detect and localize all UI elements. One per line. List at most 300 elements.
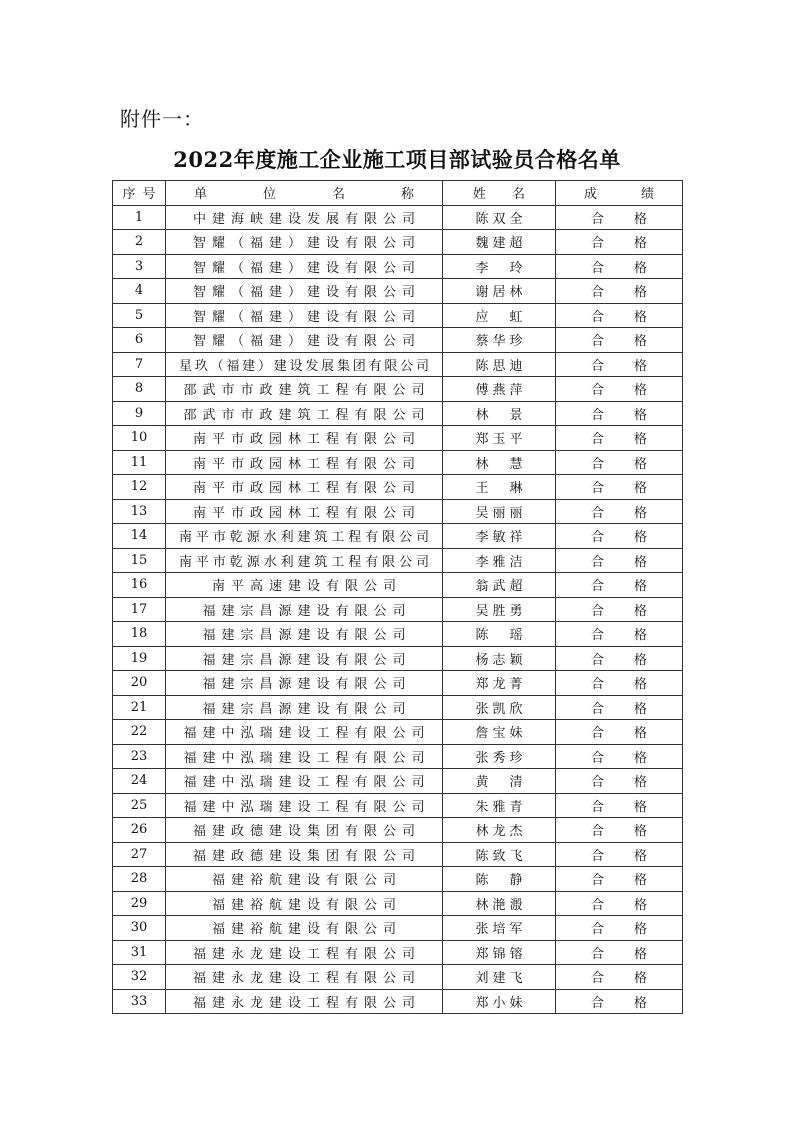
company-cell-text: 智耀（福建）建设有限公司 bbox=[192, 236, 421, 252]
table-row bbox=[113, 818, 683, 843]
serial-number-cell bbox=[113, 793, 166, 818]
serial-number-cell bbox=[113, 989, 166, 1014]
company-cell-text: 福建永龙建设工程有限公司 bbox=[192, 946, 421, 962]
company-cell-text: 福建裕航建设有限公司 bbox=[211, 897, 402, 913]
result-cell-text: 合格 bbox=[590, 652, 677, 668]
serial-number-cell bbox=[113, 279, 166, 304]
company-cell-text: 福建宗昌源建设有限公司 bbox=[202, 701, 412, 717]
header-char: 姓 bbox=[473, 187, 487, 203]
company-cell-text: 福建中泓瑞建设工程有限公司 bbox=[183, 775, 431, 791]
company-cell-text: 智耀（福建）建设有限公司 bbox=[192, 285, 421, 301]
result-cell-text: 合格 bbox=[590, 897, 677, 913]
serial-number-cell-text: 31 bbox=[130, 944, 148, 960]
result-cell bbox=[556, 230, 683, 255]
person-name-cell-text: 翁武超 bbox=[475, 579, 527, 595]
company-cell bbox=[166, 499, 443, 524]
serial-number-cell bbox=[113, 377, 166, 402]
company-cell bbox=[166, 352, 443, 377]
person-name-cell bbox=[443, 597, 556, 622]
header-result bbox=[556, 181, 683, 206]
company-cell bbox=[166, 989, 443, 1014]
result-cell-text: 合格 bbox=[590, 236, 677, 252]
attachment-label: 附件一： bbox=[120, 107, 204, 131]
result-cell-text: 合格 bbox=[590, 579, 677, 595]
header-char: 绩 bbox=[640, 187, 654, 203]
company-cell-text: 中建海峡建设发展有限公司 bbox=[192, 211, 421, 227]
table-body bbox=[113, 205, 683, 1014]
table-row bbox=[113, 646, 683, 671]
table-row bbox=[113, 695, 683, 720]
serial-number-cell-text: 18 bbox=[130, 626, 148, 642]
result-cell-text: 合格 bbox=[590, 383, 677, 399]
result-cell bbox=[556, 573, 683, 598]
company-cell bbox=[166, 793, 443, 818]
result-cell bbox=[556, 548, 683, 573]
result-cell-text: 合格 bbox=[590, 603, 677, 619]
serial-number-cell-text: 14 bbox=[130, 528, 148, 544]
result-cell bbox=[556, 352, 683, 377]
person-name-cell bbox=[443, 818, 556, 843]
table-row bbox=[113, 622, 683, 647]
result-cell bbox=[556, 499, 683, 524]
serial-number-cell bbox=[113, 965, 166, 990]
company-cell bbox=[166, 867, 443, 892]
person-name-cell bbox=[443, 916, 556, 941]
table-row bbox=[113, 426, 683, 451]
table-row bbox=[113, 720, 683, 745]
person-name-cell bbox=[443, 352, 556, 377]
table-row bbox=[113, 205, 683, 230]
result-cell-text: 合格 bbox=[590, 211, 677, 227]
serial-number-cell-text: 28 bbox=[130, 871, 148, 887]
company-cell bbox=[166, 744, 443, 769]
result-cell bbox=[556, 965, 683, 990]
company-cell bbox=[166, 769, 443, 794]
serial-number-cell-text: 30 bbox=[130, 920, 148, 936]
company-cell-text: 福建宗昌源建设有限公司 bbox=[202, 628, 412, 644]
table-row bbox=[113, 377, 683, 402]
document-title: 2022年度施工企业施工项目部试验员合格名单 bbox=[173, 147, 621, 172]
result-cell bbox=[556, 916, 683, 941]
company-cell bbox=[166, 230, 443, 255]
person-name-cell bbox=[443, 230, 556, 255]
serial-number-cell-text: 23 bbox=[130, 748, 148, 764]
person-name-cell-text: 陈思迪 bbox=[475, 358, 527, 374]
table-row bbox=[113, 230, 683, 255]
person-name-cell bbox=[443, 254, 556, 279]
company-cell-text: 福建宗昌源建设有限公司 bbox=[202, 603, 412, 619]
company-cell bbox=[166, 965, 443, 990]
company-cell-text: 南平市政园林工程有限公司 bbox=[192, 505, 421, 521]
header-person-name bbox=[443, 181, 556, 206]
company-cell bbox=[166, 671, 443, 696]
result-cell bbox=[556, 597, 683, 622]
person-name-cell-text: 林龙杰 bbox=[475, 824, 527, 840]
serial-number-cell-text: 27 bbox=[130, 846, 148, 862]
company-cell bbox=[166, 891, 443, 916]
company-cell bbox=[166, 597, 443, 622]
company-cell bbox=[166, 426, 443, 451]
table-row bbox=[113, 940, 683, 965]
result-cell bbox=[556, 622, 683, 647]
serial-number-cell-text: 6 bbox=[134, 332, 144, 348]
table-row bbox=[113, 524, 683, 549]
serial-number-cell-text: 5 bbox=[134, 307, 144, 323]
serial-number-cell bbox=[113, 548, 166, 573]
header-char: 名 bbox=[511, 187, 525, 203]
header-company bbox=[166, 181, 443, 206]
table-row bbox=[113, 769, 683, 794]
serial-number-cell-text: 26 bbox=[130, 822, 148, 838]
serial-number-cell-text: 8 bbox=[134, 381, 144, 397]
person-name-cell-text: 林 慧 bbox=[475, 456, 527, 472]
serial-number-cell-text: 17 bbox=[130, 601, 148, 617]
company-cell-text: 智耀（福建）建设有限公司 bbox=[192, 309, 421, 325]
serial-number-cell-text: 15 bbox=[130, 552, 148, 568]
serial-number-cell-text: 32 bbox=[130, 969, 148, 985]
serial-number-cell bbox=[113, 867, 166, 892]
serial-number-cell-text: 3 bbox=[134, 258, 144, 274]
person-name-cell bbox=[443, 671, 556, 696]
company-cell bbox=[166, 573, 443, 598]
serial-number-cell bbox=[113, 622, 166, 647]
company-cell-text: 福建宗昌源建设有限公司 bbox=[202, 677, 412, 693]
result-cell bbox=[556, 524, 683, 549]
person-name-cell bbox=[443, 279, 556, 304]
result-cell-text: 合格 bbox=[590, 971, 677, 987]
serial-number-cell-text: 29 bbox=[130, 895, 148, 911]
result-cell-text: 合格 bbox=[590, 995, 677, 1011]
company-cell-text: 福建中泓瑞建设工程有限公司 bbox=[183, 799, 431, 815]
serial-number-cell bbox=[113, 646, 166, 671]
company-cell-text: 星玖（福建）建设发展集团有限公司 bbox=[178, 358, 432, 374]
header-char: 序 bbox=[122, 187, 136, 203]
company-cell bbox=[166, 524, 443, 549]
company-cell bbox=[166, 377, 443, 402]
person-name-cell-text: 吴胜勇 bbox=[475, 603, 527, 619]
serial-number-cell-text: 20 bbox=[130, 675, 148, 691]
serial-number-cell bbox=[113, 744, 166, 769]
person-name-cell bbox=[443, 450, 556, 475]
result-cell-text: 合格 bbox=[590, 334, 677, 350]
result-cell-text: 合格 bbox=[590, 432, 677, 448]
header-char: 位 bbox=[262, 187, 276, 203]
person-name-cell-text: 朱雅青 bbox=[475, 799, 527, 815]
company-cell-text: 南平市政园林工程有限公司 bbox=[192, 456, 421, 472]
serial-number-cell bbox=[113, 254, 166, 279]
result-cell bbox=[556, 818, 683, 843]
person-name-cell bbox=[443, 842, 556, 867]
table-row bbox=[113, 352, 683, 377]
result-cell bbox=[556, 671, 683, 696]
table-row bbox=[113, 916, 683, 941]
person-name-cell-text: 黄 清 bbox=[475, 775, 527, 791]
serial-number-cell-text: 13 bbox=[130, 503, 148, 519]
table-row bbox=[113, 279, 683, 304]
serial-number-cell bbox=[113, 597, 166, 622]
serial-number-cell-text: 10 bbox=[130, 430, 148, 446]
table-row bbox=[113, 401, 683, 426]
serial-number-cell-text: 9 bbox=[134, 405, 144, 421]
person-name-cell-text: 陈双全 bbox=[475, 211, 527, 227]
table-row bbox=[113, 867, 683, 892]
header-char: 称 bbox=[400, 187, 414, 203]
result-cell bbox=[556, 303, 683, 328]
company-cell bbox=[166, 279, 443, 304]
table-row bbox=[113, 573, 683, 598]
person-name-cell bbox=[443, 401, 556, 426]
person-name-cell-text: 张凯欣 bbox=[475, 701, 527, 717]
person-name-cell-text: 詹宝妹 bbox=[475, 726, 527, 742]
table-row bbox=[113, 793, 683, 818]
result-cell bbox=[556, 793, 683, 818]
serial-number-cell bbox=[113, 475, 166, 500]
person-name-cell-text: 林 景 bbox=[475, 407, 527, 423]
serial-number-cell-text: 25 bbox=[130, 797, 148, 813]
result-cell-text: 合格 bbox=[590, 530, 677, 546]
person-name-cell bbox=[443, 205, 556, 230]
person-name-cell-text: 傅燕萍 bbox=[475, 383, 527, 399]
person-name-cell-text: 王 琳 bbox=[475, 481, 527, 497]
result-cell bbox=[556, 891, 683, 916]
person-name-cell-text: 李雅洁 bbox=[475, 554, 527, 570]
company-cell-text: 南平市政园林工程有限公司 bbox=[192, 432, 421, 448]
person-name-cell-text: 陈致飞 bbox=[475, 848, 527, 864]
result-cell bbox=[556, 279, 683, 304]
result-cell bbox=[556, 401, 683, 426]
serial-number-cell bbox=[113, 524, 166, 549]
person-name-cell bbox=[443, 769, 556, 794]
table-row bbox=[113, 303, 683, 328]
result-cell bbox=[556, 205, 683, 230]
company-cell-text: 福建永龙建设工程有限公司 bbox=[192, 995, 421, 1011]
company-cell bbox=[166, 254, 443, 279]
person-name-cell bbox=[443, 328, 556, 353]
company-cell-text: 南平市乾源水利建筑工程有限公司 bbox=[178, 554, 433, 570]
serial-number-cell bbox=[113, 940, 166, 965]
serial-number-cell bbox=[113, 352, 166, 377]
person-name-cell bbox=[443, 646, 556, 671]
header-char: 号 bbox=[142, 187, 156, 203]
result-cell bbox=[556, 867, 683, 892]
result-cell bbox=[556, 475, 683, 500]
person-name-cell bbox=[443, 867, 556, 892]
result-cell-text: 合格 bbox=[590, 701, 677, 717]
company-cell bbox=[166, 401, 443, 426]
result-cell-text: 合格 bbox=[590, 750, 677, 766]
serial-number-cell bbox=[113, 205, 166, 230]
company-cell-text: 南平市政园林工程有限公司 bbox=[192, 481, 421, 497]
company-cell-text: 福建政德建设集团有限公司 bbox=[192, 848, 421, 864]
table-row bbox=[113, 328, 683, 353]
company-cell-text: 福建宗昌源建设有限公司 bbox=[202, 652, 412, 668]
company-cell-text: 智耀（福建）建设有限公司 bbox=[192, 334, 421, 350]
table-row bbox=[113, 475, 683, 500]
person-name-cell bbox=[443, 720, 556, 745]
serial-number-cell-text: 16 bbox=[130, 577, 148, 593]
serial-number-cell-text: 1 bbox=[134, 209, 144, 225]
serial-number-cell-text: 12 bbox=[130, 479, 148, 495]
person-name-cell-text: 郑玉平 bbox=[475, 432, 527, 448]
company-cell bbox=[166, 940, 443, 965]
table-row bbox=[113, 597, 683, 622]
table-row bbox=[113, 989, 683, 1014]
result-cell-text: 合格 bbox=[590, 358, 677, 374]
result-cell bbox=[556, 450, 683, 475]
person-name-cell bbox=[443, 573, 556, 598]
company-cell bbox=[166, 916, 443, 941]
serial-number-cell-text: 2 bbox=[134, 234, 144, 250]
table-row bbox=[113, 254, 683, 279]
person-name-cell bbox=[443, 744, 556, 769]
person-name-cell bbox=[443, 965, 556, 990]
header-char: 名 bbox=[331, 187, 345, 203]
result-cell bbox=[556, 328, 683, 353]
serial-number-cell bbox=[113, 842, 166, 867]
table-row bbox=[113, 499, 683, 524]
serial-number-cell-text: 4 bbox=[134, 283, 144, 299]
person-name-cell-text: 陈 静 bbox=[475, 873, 527, 889]
company-cell bbox=[166, 205, 443, 230]
result-cell-text: 合格 bbox=[590, 873, 677, 889]
result-cell bbox=[556, 720, 683, 745]
person-name-cell bbox=[443, 793, 556, 818]
person-name-cell bbox=[443, 548, 556, 573]
person-name-cell-text: 杨志颖 bbox=[475, 652, 527, 668]
result-cell-text: 合格 bbox=[590, 285, 677, 301]
result-cell bbox=[556, 842, 683, 867]
company-cell-text: 福建裕航建设有限公司 bbox=[211, 873, 402, 889]
table-row bbox=[113, 842, 683, 867]
result-cell bbox=[556, 769, 683, 794]
company-cell bbox=[166, 695, 443, 720]
result-cell-text: 合格 bbox=[590, 481, 677, 497]
serial-number-cell-text: 22 bbox=[130, 724, 148, 740]
serial-number-cell bbox=[113, 671, 166, 696]
person-name-cell-text: 魏建超 bbox=[475, 236, 527, 252]
serial-number-cell bbox=[113, 769, 166, 794]
person-name-cell-text: 郑锦镕 bbox=[475, 946, 527, 962]
person-name-cell bbox=[443, 426, 556, 451]
serial-number-cell bbox=[113, 695, 166, 720]
result-cell-text: 合格 bbox=[590, 407, 677, 423]
company-cell-text: 福建裕航建设有限公司 bbox=[211, 922, 402, 938]
result-cell bbox=[556, 646, 683, 671]
serial-number-cell bbox=[113, 891, 166, 916]
serial-number-cell bbox=[113, 499, 166, 524]
company-cell bbox=[166, 475, 443, 500]
person-name-cell bbox=[443, 891, 556, 916]
result-cell-text: 合格 bbox=[590, 505, 677, 521]
person-name-cell-text: 李 玲 bbox=[475, 260, 527, 276]
header-char: 成 bbox=[584, 187, 598, 203]
person-name-cell bbox=[443, 377, 556, 402]
person-name-cell-text: 李敏祥 bbox=[475, 530, 527, 546]
result-cell bbox=[556, 940, 683, 965]
company-cell bbox=[166, 548, 443, 573]
result-cell bbox=[556, 989, 683, 1014]
table-row bbox=[113, 548, 683, 573]
company-cell-text: 南平高速建设有限公司 bbox=[211, 579, 402, 595]
result-cell-text: 合格 bbox=[590, 677, 677, 693]
result-cell-text: 合格 bbox=[590, 824, 677, 840]
result-cell bbox=[556, 254, 683, 279]
serial-number-cell bbox=[113, 230, 166, 255]
company-cell bbox=[166, 303, 443, 328]
person-name-cell bbox=[443, 499, 556, 524]
serial-number-cell bbox=[113, 450, 166, 475]
person-name-cell-text: 郑小妹 bbox=[475, 995, 527, 1011]
result-cell-text: 合格 bbox=[590, 309, 677, 325]
result-cell bbox=[556, 695, 683, 720]
person-name-cell-text: 张秀珍 bbox=[475, 750, 527, 766]
person-name-cell-text: 张培军 bbox=[475, 922, 527, 938]
table-row bbox=[113, 965, 683, 990]
result-cell-text: 合格 bbox=[590, 726, 677, 742]
person-name-cell bbox=[443, 622, 556, 647]
company-cell-text: 福建中泓瑞建设工程有限公司 bbox=[183, 726, 431, 742]
qualified-list-table bbox=[112, 180, 683, 1014]
person-name-cell-text: 蔡华珍 bbox=[475, 334, 527, 350]
serial-number-cell bbox=[113, 401, 166, 426]
result-cell bbox=[556, 377, 683, 402]
company-cell-text: 福建永龙建设工程有限公司 bbox=[192, 971, 421, 987]
result-cell-text: 合格 bbox=[590, 554, 677, 570]
table-row bbox=[113, 891, 683, 916]
person-name-cell bbox=[443, 940, 556, 965]
serial-number-cell-text: 11 bbox=[130, 454, 148, 470]
person-name-cell-text: 郑龙菁 bbox=[475, 677, 527, 693]
company-cell bbox=[166, 842, 443, 867]
person-name-cell bbox=[443, 695, 556, 720]
company-cell bbox=[166, 720, 443, 745]
table-row bbox=[113, 671, 683, 696]
result-cell-text: 合格 bbox=[590, 848, 677, 864]
serial-number-cell-text: 24 bbox=[130, 773, 148, 789]
person-name-cell-text: 应 虹 bbox=[475, 309, 527, 325]
company-cell-text: 智耀（福建）建设有限公司 bbox=[192, 260, 421, 276]
person-name-cell-text: 刘建飞 bbox=[475, 971, 527, 987]
result-cell-text: 合格 bbox=[590, 799, 677, 815]
table-header-row bbox=[113, 181, 683, 206]
serial-number-cell-text: 7 bbox=[134, 356, 144, 372]
person-name-cell-text: 谢居林 bbox=[475, 285, 527, 301]
serial-number-cell-text: 33 bbox=[130, 993, 148, 1009]
serial-number-cell bbox=[113, 720, 166, 745]
company-cell-text: 邵武市市政建筑工程有限公司 bbox=[183, 383, 431, 399]
serial-number-cell bbox=[113, 303, 166, 328]
table-row bbox=[113, 450, 683, 475]
person-name-cell bbox=[443, 989, 556, 1014]
company-cell bbox=[166, 646, 443, 671]
person-name-cell bbox=[443, 303, 556, 328]
person-name-cell bbox=[443, 524, 556, 549]
person-name-cell bbox=[443, 475, 556, 500]
company-cell bbox=[166, 450, 443, 475]
header-serial-number bbox=[113, 181, 166, 206]
serial-number-cell-text: 19 bbox=[130, 650, 148, 666]
result-cell-text: 合格 bbox=[590, 775, 677, 791]
company-cell bbox=[166, 818, 443, 843]
company-cell bbox=[166, 622, 443, 647]
result-cell bbox=[556, 744, 683, 769]
company-cell-text: 福建中泓瑞建设工程有限公司 bbox=[183, 750, 431, 766]
serial-number-cell bbox=[113, 573, 166, 598]
result-cell-text: 合格 bbox=[590, 946, 677, 962]
company-cell-text: 南平市乾源水利建筑工程有限公司 bbox=[178, 530, 433, 546]
company-cell bbox=[166, 328, 443, 353]
person-name-cell-text: 陈 瑶 bbox=[475, 628, 527, 644]
